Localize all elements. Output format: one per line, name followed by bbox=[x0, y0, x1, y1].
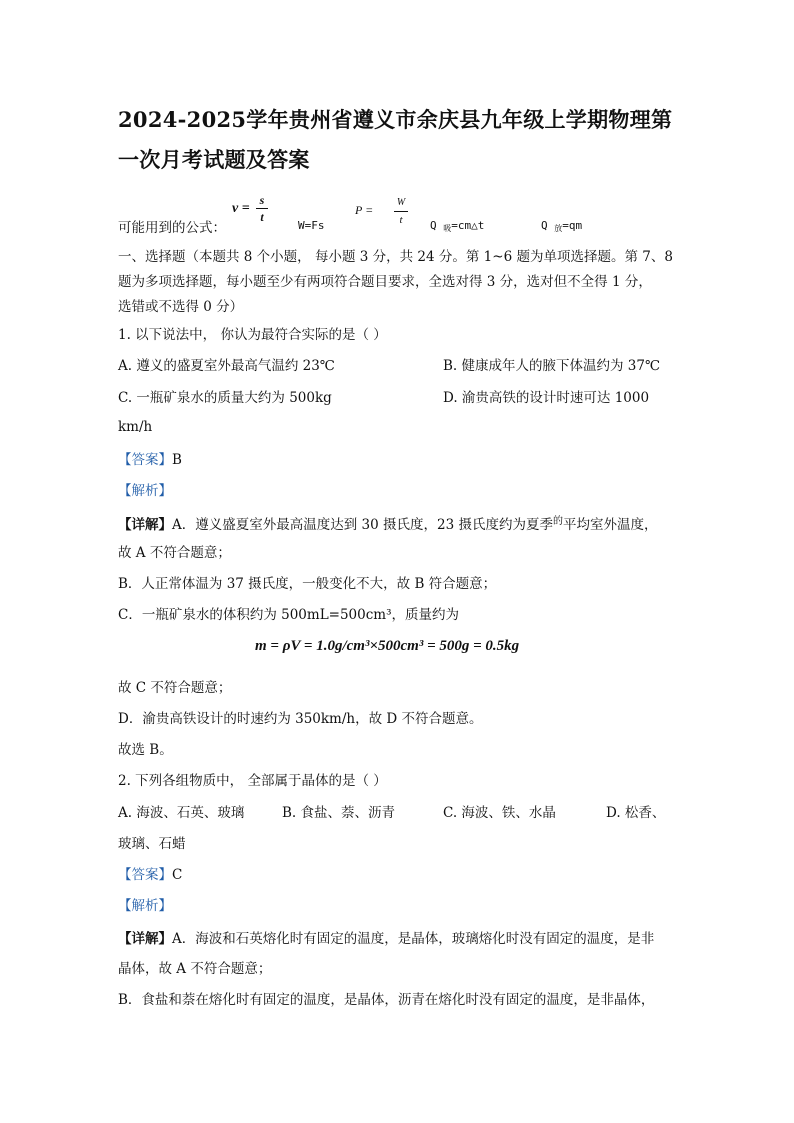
section-instructions-line2: 题为多项选择题，每小题至少有两项符合题目要求，全选对得 3 分，选对但不全得 1 分， bbox=[118, 274, 652, 290]
formula-p-numerator: W bbox=[396, 197, 406, 208]
q2-answer-value: C bbox=[172, 867, 183, 883]
formula-label: 可能用到的公式： bbox=[118, 220, 226, 236]
formula-q-abs-main: Q bbox=[430, 219, 437, 232]
formula-q-rel-main: Q bbox=[541, 219, 548, 232]
formula-v-fraction bbox=[256, 193, 268, 224]
q1-option-d-continued: km/h bbox=[118, 419, 153, 435]
q2-option-d: D. 松香、 bbox=[606, 805, 666, 821]
q1-detail-b: B．人正常体温为 37 摄氏度，一般变化不大，故 B 符合题意； bbox=[118, 576, 497, 592]
q1-option-b: B. 健康成年人的腋下体温约为 37℃ bbox=[443, 358, 661, 374]
q2-detail-b: B．食盐和萘在熔化时有固定的温度，是晶体，沥青在熔化时没有固定的温度，是非晶体， bbox=[118, 992, 655, 1008]
answer-tag: 【答案】 bbox=[118, 452, 172, 468]
q1-answer-value: B bbox=[172, 452, 182, 468]
q1-mass-formula: m = ρV = 1.0g/cm³×500cm³ = 500g = 0.5kg bbox=[255, 638, 520, 654]
q2-analysis-tag: 【解析】 bbox=[118, 898, 172, 914]
q2-detail-a-text: A．海波和石英熔化时有固定的温度，是晶体，玻璃熔化时没有固定的温度，是非 bbox=[172, 931, 655, 947]
formula-work: W=Fs bbox=[298, 219, 325, 232]
q2-detail-a bbox=[118, 927, 654, 947]
document-title: 2024-2025学年贵州省遵义市余庆县九年级上学期物理第一次月考试题及答案 bbox=[118, 107, 673, 172]
q2-option-a: A. 海波、石英、玻璃 bbox=[118, 805, 245, 821]
q1-detail-a-text: A．遵义盛夏室外最高温度达到 30 摄氏度，23 摄氏度约为夏季 bbox=[172, 517, 553, 533]
q2-option-b: B. 食盐、萘、沥青 bbox=[282, 805, 396, 821]
fraction-bar bbox=[256, 208, 268, 209]
formula-q-rel-rest: =qm bbox=[562, 219, 583, 232]
q1-detail-c-continued: 故 C 不符合题意； bbox=[118, 680, 232, 696]
q1-stem: 1. 以下说法中， 你认为最符合实际的是（ ） bbox=[118, 327, 387, 343]
answer-tag: 【答案】 bbox=[118, 867, 172, 883]
q1-conclusion: 故选 B。 bbox=[118, 742, 173, 758]
q1-detail-a-superscript: 的 bbox=[552, 516, 563, 527]
formula-heat-absorbed bbox=[430, 219, 484, 234]
fraction-bar bbox=[394, 211, 408, 212]
q2-detail-a-continued: 晶体，故 A 不符合题意； bbox=[118, 961, 272, 977]
q1-answer bbox=[118, 448, 182, 468]
formula-q-rel-sub: 放 bbox=[554, 224, 563, 233]
formula-q-abs-rest: =cm△t bbox=[451, 219, 485, 232]
q2-option-d-continued: 玻璃、石蜡 bbox=[118, 836, 186, 852]
q1-detail-d: D．渝贵高铁设计的时速约为 350km/h，故 D 不符合题意。 bbox=[118, 711, 483, 727]
q2-stem: 2. 下列各组物质中， 全部属于晶体的是（ ） bbox=[118, 773, 387, 789]
q2-option-c: C. 海波、铁、水晶 bbox=[443, 805, 556, 821]
formula-v-denominator: t bbox=[260, 210, 264, 224]
q1-option-d: D. 渝贵高铁的设计时速可达 1000 bbox=[443, 390, 650, 406]
formula-p-lhs: P = bbox=[355, 203, 374, 217]
q1-analysis-tag: 【解析】 bbox=[118, 483, 172, 499]
detail-tag: 【详解】 bbox=[118, 517, 172, 533]
formula-v-lhs: v = bbox=[232, 201, 250, 216]
q1-option-c: C. 一瓶矿泉水的质量大约为 500kg bbox=[118, 390, 332, 406]
detail-tag: 【详解】 bbox=[118, 931, 172, 947]
q2-answer bbox=[118, 863, 182, 883]
q1-detail-a-continued: 故 A 不符合题意； bbox=[118, 545, 231, 561]
formula-q-abs-sub: 吸 bbox=[443, 224, 452, 233]
q1-detail-a bbox=[118, 512, 657, 533]
formula-v-numerator: s bbox=[259, 193, 265, 207]
q1-detail-a-end: 平均室外温度， bbox=[562, 517, 658, 533]
q1-detail-c: C．一瓶矿泉水的体积约为 500mL=500cm³，质量约为 bbox=[118, 607, 460, 623]
formula-p-denominator: t bbox=[399, 214, 403, 226]
formula-heat-released bbox=[541, 219, 582, 234]
formula-p-fraction bbox=[394, 196, 408, 227]
q1-option-a: A. 遵义的盛夏室外最高气温约 23℃ bbox=[118, 358, 335, 374]
section-instructions-line3: 选错或不选得 0 分） bbox=[118, 299, 244, 315]
section-instructions-line1: 一、选择题（本题共 8 个小题， 每小题 3 分，共 24 分。第 1~6 题为单项选择题。第 7、8 bbox=[118, 249, 673, 265]
